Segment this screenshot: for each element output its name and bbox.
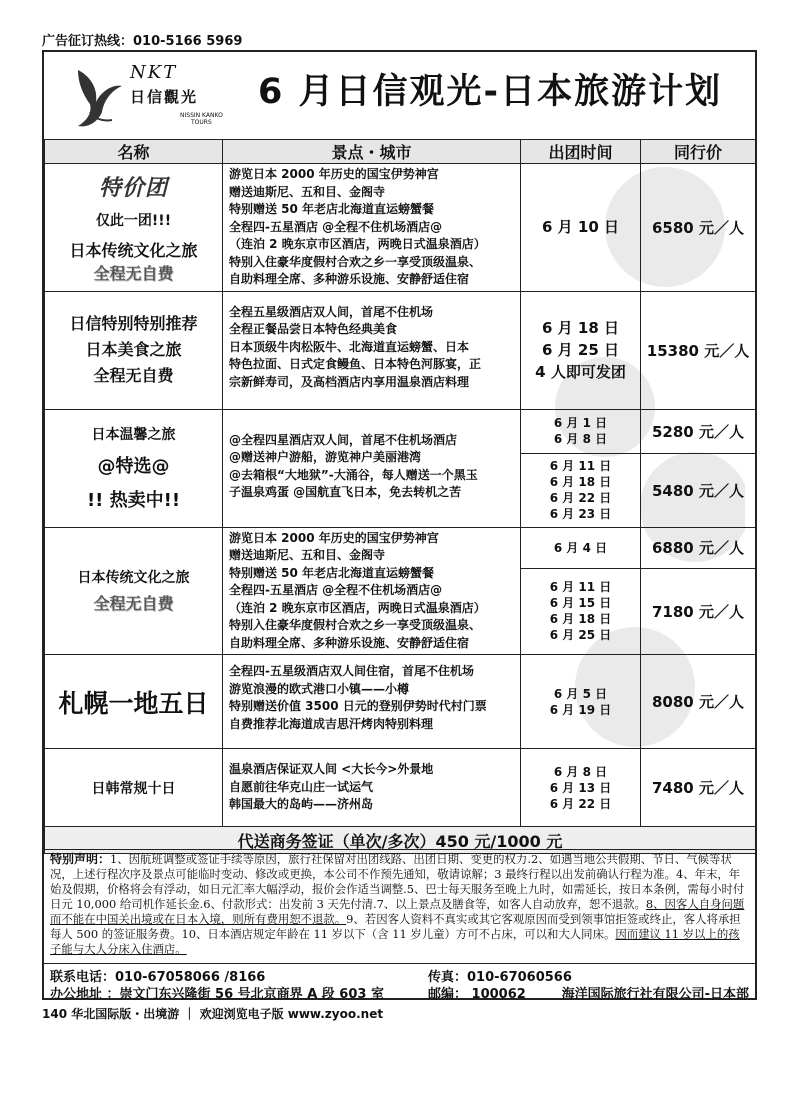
table-row — [45, 527, 756, 568]
tour-spots: 游览日本 2000 年历史的国宝伊势神宫 赠送迪斯尼、五和目、金阁寺 特别赠送 50 年老店北海道直运螃蟹餐 全程四-五星酒店 @全程不住机场酒店@ （连泊 2 晚东京市区酒店，两晚日式温泉酒店） 特别入住豪华度假村合欢之乡一享受顶级温泉、 自助料理全席、多种游乐设施、安静舒适住宿 — [223, 527, 521, 655]
contact-fax: 传真：010-67060566 — [428, 970, 572, 985]
table-row — [45, 655, 756, 749]
departure-dates: 6 月 10 日 — [521, 164, 641, 292]
tour-name: 札幌一地五日 — [45, 655, 223, 749]
tour-price: 5280 元／人 — [641, 409, 756, 453]
ad-hotline: 广告征订热线：010-5166 5969 — [42, 34, 243, 49]
tour-price: 7180 元／人 — [641, 568, 756, 654]
tour-name: 日信特别特别推荐 日本美食之旅 全程无自费 — [45, 291, 223, 409]
tour-name: 日韩常规十日 — [45, 749, 223, 827]
tour-table — [44, 139, 756, 854]
tour-spots: 全程四-五星级酒店双人间住宿，首尾不住机场 游览浪漫的欧式港口小镇——小樽 特别赠送价值 3500 日元的登别伊势时代村门票 自费推荐北海道成吉思汗烤肉特别料理 — [223, 655, 521, 749]
col-spots-header: 景点・城市 — [223, 140, 521, 164]
tour-price: 5480 元／人 — [641, 453, 756, 527]
tour-price: 6580 元／人 — [641, 164, 756, 292]
col-price-header: 同行价 — [641, 140, 756, 164]
col-name-header: 名称 — [45, 140, 223, 164]
logo-en: NISSIN KANKO TOURS — [180, 112, 223, 126]
contact-address: 办公地址 ：崇文门东兴隆街 56 号北京商界 A 段 603 室 — [50, 987, 384, 1002]
departure-dates: 6 月 18 日 6 月 25 日 4 人即可发团 — [521, 291, 641, 409]
departure-dates: 6 月 11 日 6 月 18 日 6 月 22 日 6 月 23 日 — [521, 453, 641, 527]
tour-spots: 游览日本 2000 年历史的国宝伊势神宫 赠送迪斯尼、五和目、金阁寺 特别赠送 50 年老店北海道直运螃蟹餐 全程四-五星酒店 @全程不住机场酒店@ （连泊 2 晚东京市区酒店，两晚日式温泉酒店） 特别入住豪华度假村合欢之乡一享受顶级温泉、 自助料理全席、多种游乐设施、安静舒适住宿 — [223, 164, 521, 292]
tour-name: 日本传统文化之旅 全程无自费 — [45, 527, 223, 655]
special-notes: 特别声明：1、因航班调整或签证手续等原因，旅行社保留对出团线路、出团日期、变更的权力.2、如遇当地公共假期、节日、气候等状况，上述行程次序及景点可能临时变动、修改或更换，本公司不作预先通知，敬请谅解；3 最终行程以出发前确认行程为准。4、年末，年始及假期，价格将会有浮动，如日元汇率大幅浮动，报价会作适当调整.5、巴士每天服务至晚上九时，如需延长，按日本条例，需每小时付日元 10,000 给司机作延长金.6、付款形式：出发前 3 天先付清.7、以上景点及膳食等，如客人自动放弃，恕不退款。8、因客人自身问题而不能在中国关出境或在日本入境，则所有费用恕不退款。9、若因客人资料不真实或其它客观原因而受到领事馆拒签或终止，客人将承担每人 500 的签证服务费。10、日本酒店规定年龄在 11 岁以下（含 11 岁儿童）方可不占床，可以和大人同床。因而建议 11 岁以上的孩子能与大人分床入住酒店。 — [44, 849, 755, 963]
table-row — [45, 164, 756, 292]
page-footer: 140 华北国际版・出境游 ｜ 欢迎浏览电子版 www.zyoo.net — [42, 1007, 384, 1021]
departure-dates: 6 月 8 日 6 月 13 日 6 月 22 日 — [521, 749, 641, 827]
tour-price: 7480 元／人 — [641, 749, 756, 827]
tour-spots: 温泉酒店保证双人间 <大长今>外景地 自愿前往华克山庄一试运气 韩国最大的岛屿——济州岛 — [223, 749, 521, 827]
visa-service: 代送商务签证（单次/多次）450 元/1000 元 — [45, 827, 756, 854]
table-row — [45, 409, 756, 453]
special-badge: 特价团 — [98, 175, 168, 201]
tour-price: 15380 元／人 — [641, 291, 756, 409]
table-row — [45, 291, 756, 409]
contact-info — [44, 963, 755, 1000]
departure-dates: 6 月 11 日 6 月 15 日 6 月 18 日 6 月 25 日 — [521, 568, 641, 654]
page-title: 6 月日信观光-日本旅游计划 — [258, 72, 723, 112]
header — [44, 52, 755, 138]
tour-price: 8080 元／人 — [641, 655, 756, 749]
table-row — [45, 749, 756, 827]
tour-price: 6880 元／人 — [641, 527, 756, 568]
company-name: 海洋国际旅行社有限公司-日本部 — [561, 987, 749, 1002]
departure-dates: 6 月 1 日 6 月 8 日 — [521, 409, 641, 453]
notes-label: 特别声明： — [50, 852, 111, 866]
tour-name: 特价团 仅此一团!!! 日本传统文化之旅 全程无自费 — [45, 164, 223, 292]
logo-latin: NKT — [130, 62, 178, 83]
tour-name: 日本温馨之旅 @特选@ !! 热卖中!! — [45, 409, 223, 527]
company-logo — [68, 58, 228, 134]
contact-phone: 联系电话：010-67058066 /8166 — [50, 970, 266, 985]
advert-frame — [42, 50, 757, 1000]
departure-dates: 6 月 5 日 6 月 19 日 — [521, 655, 641, 749]
table-header-row — [45, 140, 756, 164]
col-time-header: 出团时间 — [521, 140, 641, 164]
tour-spots: 全程五星级酒店双人间，首尾不住机场 全程正餐品尝日本特色经典美食 日本顶级牛肉松阪牛、北海道直运螃蟹、日本 特色拉面、日式定食鳗鱼、日本特色河豚宴，正 宗新鲜寿司，及高档酒店内享用温泉酒店料理 — [223, 291, 521, 409]
tour-spots: @全程四星酒店双人间，首尾不住机场酒店 @赠送神户游船，游览神户美丽港湾 @去箱根“大地狱”-大涌谷，每人赠送一个黑玉 子温泉鸡蛋 @国航直飞日本，免去转机之苦 — [223, 409, 521, 527]
contact-postcode: 邮编： 100062 — [428, 987, 526, 1002]
logo-cn: 日信觀光 — [130, 88, 199, 106]
phoenix-logo-icon — [68, 62, 126, 132]
departure-dates: 6 月 4 日 — [521, 527, 641, 568]
